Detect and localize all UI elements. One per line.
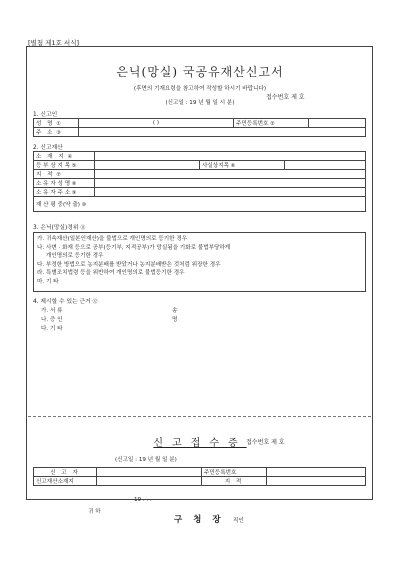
official-seal: 직인	[233, 518, 244, 524]
section1-heading: 1. 신고인	[33, 112, 58, 118]
address-field[interactable]	[79, 128, 366, 137]
circumstance-box	[33, 232, 366, 292]
location-field[interactable]	[95, 152, 366, 161]
evidence-witness-unit: 명	[172, 317, 178, 323]
receipt-area-field[interactable]	[267, 477, 366, 486]
id-field[interactable]	[309, 119, 366, 128]
owner-name-field[interactable]	[95, 179, 366, 188]
circumstance-item[interactable]: 마. 기 타	[37, 278, 59, 285]
actual-category-field[interactable]	[285, 161, 366, 170]
section4-heading: 4. 제시할 수 있는 근거 ⑫	[33, 299, 98, 305]
receipt-addressee: 귀 하	[88, 509, 101, 515]
circumstance-item[interactable]: 나. 사변 · 화재 등으로 공부(등기부, 지적공부)가 망실됨을 기화로 불법부당하게	[37, 244, 231, 251]
registry-category-label-cell: 등 부 상 지 목 ⑤	[34, 161, 95, 170]
form-subtitle: (후면의 기재요령을 참고하여 작성할 하시기 바랍니다)	[133, 86, 267, 92]
value-cell[interactable]: 재 산 평 중(약 출) ⑩	[34, 197, 366, 212]
circumstance-item[interactable]: 가. 귀속재산(일본인재산)을 불법으로 개인명의로 등기한 경우	[37, 236, 188, 242]
actual-category-label-cell: 사실상지목 ⑥	[200, 161, 285, 170]
receipt-title: 신고접수증	[153, 438, 247, 449]
location-label-cell: 소 재 지 ④	[34, 152, 95, 161]
receipt-number: 접수번호 제 호	[266, 94, 305, 101]
name-label-cell: 성 명 ①	[34, 119, 79, 128]
receipt-location-label: 신고재산소재지	[34, 477, 97, 486]
receipt-area-label: 지 적	[202, 477, 267, 486]
receipt-id-label: 주민등록번호	[202, 468, 267, 477]
owner-name-label-cell: 소 유 자 성 명 ⑧	[34, 179, 95, 188]
id-label-cell: 주민등록번호 ②	[234, 119, 309, 128]
reporter-table	[33, 118, 366, 137]
circumstance-item: 개인명의로 등기한 경우	[37, 253, 104, 260]
owner-address-field[interactable]	[95, 188, 366, 197]
receipt-reporter-field[interactable]	[97, 468, 202, 477]
circumstance-item[interactable]: 라. 특별조치법령 등을 위반하여 개인명의로 불법등기한 경우	[37, 270, 185, 277]
circumstance-item[interactable]: 다. 부정한 방법으로 농지분배를 받았거나 농지분배받은 것처럼 위장한 경우	[37, 261, 221, 268]
section3-heading: 3. 은닉(망실)경위 ⑪	[33, 225, 86, 231]
evidence-other-label: 다. 기 타	[41, 326, 63, 332]
evidence-documents-label: 가. 서 류	[41, 308, 63, 314]
evidence-witness-label: 나. 증 인	[41, 317, 63, 323]
issuing-office: 구 청 장	[174, 515, 225, 525]
name-field[interactable]: ( )	[79, 119, 234, 128]
owner-address-label-cell: 소 유 자 주 소 ⑨	[34, 188, 95, 197]
receipt-location-field[interactable]	[97, 477, 202, 486]
area-label-cell: 지 적 ⑦	[34, 170, 95, 179]
property-table	[33, 151, 366, 212]
form-number: [별첨 제1호 서식]	[28, 39, 80, 47]
area-field[interactable]	[95, 170, 366, 179]
receipt-id-field[interactable]	[267, 468, 366, 477]
address-label-cell: 주 소 ③	[34, 128, 79, 137]
cut-line	[28, 416, 371, 417]
receipt-year-line: 19 . . .	[134, 497, 152, 503]
report-date-line: (신고일 : 19 년 월 일 시 분)	[165, 100, 235, 106]
evidence-documents-unit: 송	[172, 308, 178, 314]
receipt-table	[33, 467, 366, 486]
registry-category-field[interactable]	[95, 161, 200, 170]
section2-heading: 2. 신고재산	[33, 145, 63, 151]
form-title: 은닉(망실) 국공유재산신고서	[116, 65, 284, 79]
receipt-reporter-label: 신 고 자	[34, 468, 97, 477]
receipt-date-line: (신고일 : 19 년 월 일 분)	[115, 457, 177, 463]
receipt-copy-number: 접수번호 제 호	[246, 439, 285, 446]
